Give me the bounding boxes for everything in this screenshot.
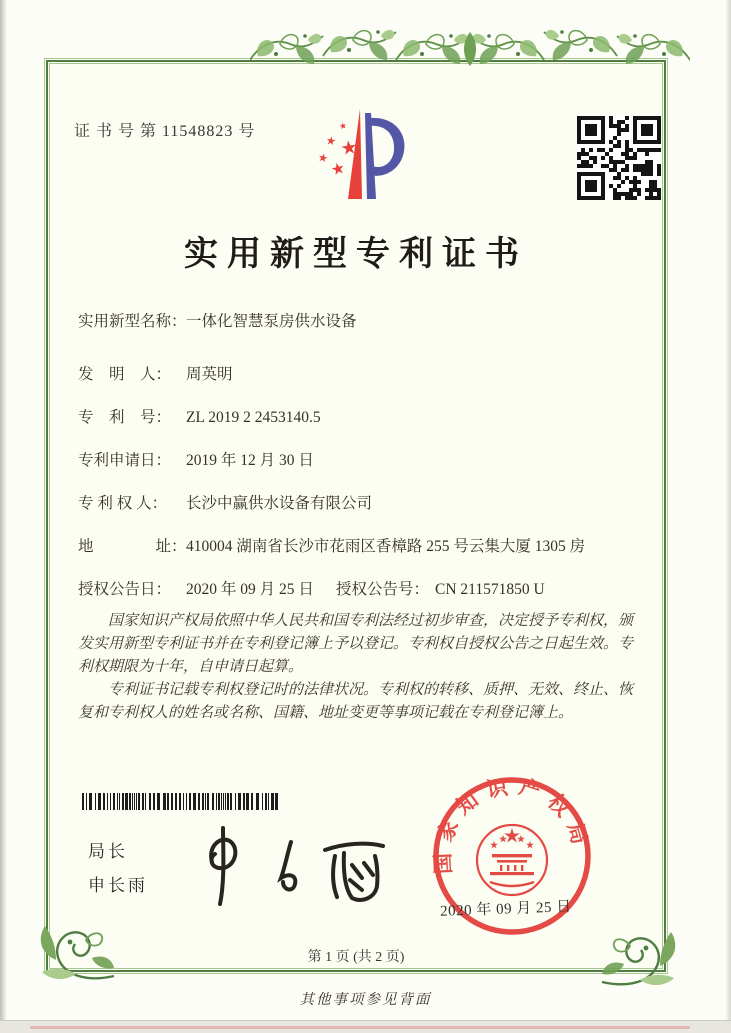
seal-arc-text: 国家知识产权局 bbox=[430, 773, 595, 875]
field-label: 专 利 号： bbox=[78, 409, 172, 426]
scan-edge-right bbox=[725, 0, 731, 1033]
field-label: 授权公告号： bbox=[336, 581, 430, 598]
field-inventor bbox=[78, 362, 233, 384]
grant-date-group bbox=[78, 581, 314, 598]
field-value: 2019 年 12 月 30 日 bbox=[186, 452, 314, 469]
legal-paragraph-1: 国家知识产权局依照中华人民共和国专利法经过初步审查，决定授予专利权，颁发实用新型专利证书并在专利登记簿上予以登记。专利权自授权公告之日起生效。专利权期限为十年，自申请日起算。 bbox=[78, 613, 634, 675]
legal-text-block bbox=[78, 610, 638, 725]
field-address bbox=[78, 534, 585, 556]
field-label: 实用新型名称： bbox=[78, 313, 187, 330]
director-signature bbox=[192, 818, 402, 918]
field-value: 长沙中赢供水设备有限公司 bbox=[186, 495, 373, 512]
field-value: 410004 湖南省长沙市花雨区香樟路 255 号云集大厦 1305 房 bbox=[186, 538, 586, 555]
qr-code bbox=[577, 116, 661, 200]
grant-number-group bbox=[336, 577, 545, 599]
field-patentee bbox=[78, 491, 372, 513]
logo-p-glyph bbox=[365, 113, 404, 199]
scan-edge-next-page bbox=[30, 1026, 690, 1029]
field-label: 专利申请日： bbox=[78, 452, 172, 469]
certificate-number: 证 书 号 第 11548823 号 bbox=[74, 123, 256, 140]
field-grant-row bbox=[78, 577, 545, 599]
logo-red-cone bbox=[348, 109, 362, 199]
field-value: 周英明 bbox=[186, 366, 233, 383]
scan-edge-left bbox=[0, 0, 7, 1033]
back-side-note: 其他事项参见背面 bbox=[299, 992, 432, 1008]
field-value: ZL 2019 2 2453140.5 bbox=[186, 409, 321, 426]
signer-title: 局长 bbox=[88, 842, 128, 861]
top-garland-ornament bbox=[250, 20, 690, 78]
field-label: 专 利 权 人： bbox=[78, 495, 168, 512]
field-value: 一体化智慧泵房供水设备 bbox=[186, 313, 357, 330]
signer-name: 申长雨 bbox=[88, 876, 148, 895]
field-value: 2020 年 09 月 25 日 bbox=[186, 581, 314, 598]
field-filing-date bbox=[78, 448, 314, 470]
legal-paragraph-2: 专利证书记载专利权登记时的法律状况。专利权的转移、质押、无效、终止、恢复和专利权人的姓名或名称、国籍、地址变更等事项记载在专利登记簿上。 bbox=[78, 682, 634, 721]
field-label: 发 明 人： bbox=[78, 366, 172, 383]
cnipa-logo bbox=[298, 103, 413, 203]
field-utility-model-name bbox=[78, 309, 357, 331]
certificate-title: 实用新型专利证书 bbox=[184, 236, 528, 273]
seal-date: 2020 年 09 月 25 日 bbox=[439, 899, 573, 920]
field-label: 地 址： bbox=[78, 538, 187, 555]
field-label: 授权公告日： bbox=[78, 581, 172, 598]
page-number: 第 1 页 (共 2 页) bbox=[307, 950, 405, 965]
certificate-barcode bbox=[80, 792, 280, 811]
logo-stars bbox=[318, 122, 357, 176]
seal-national-emblem bbox=[477, 825, 547, 895]
field-value: CN 211571850 U bbox=[435, 581, 545, 598]
field-patent-number bbox=[78, 405, 321, 427]
